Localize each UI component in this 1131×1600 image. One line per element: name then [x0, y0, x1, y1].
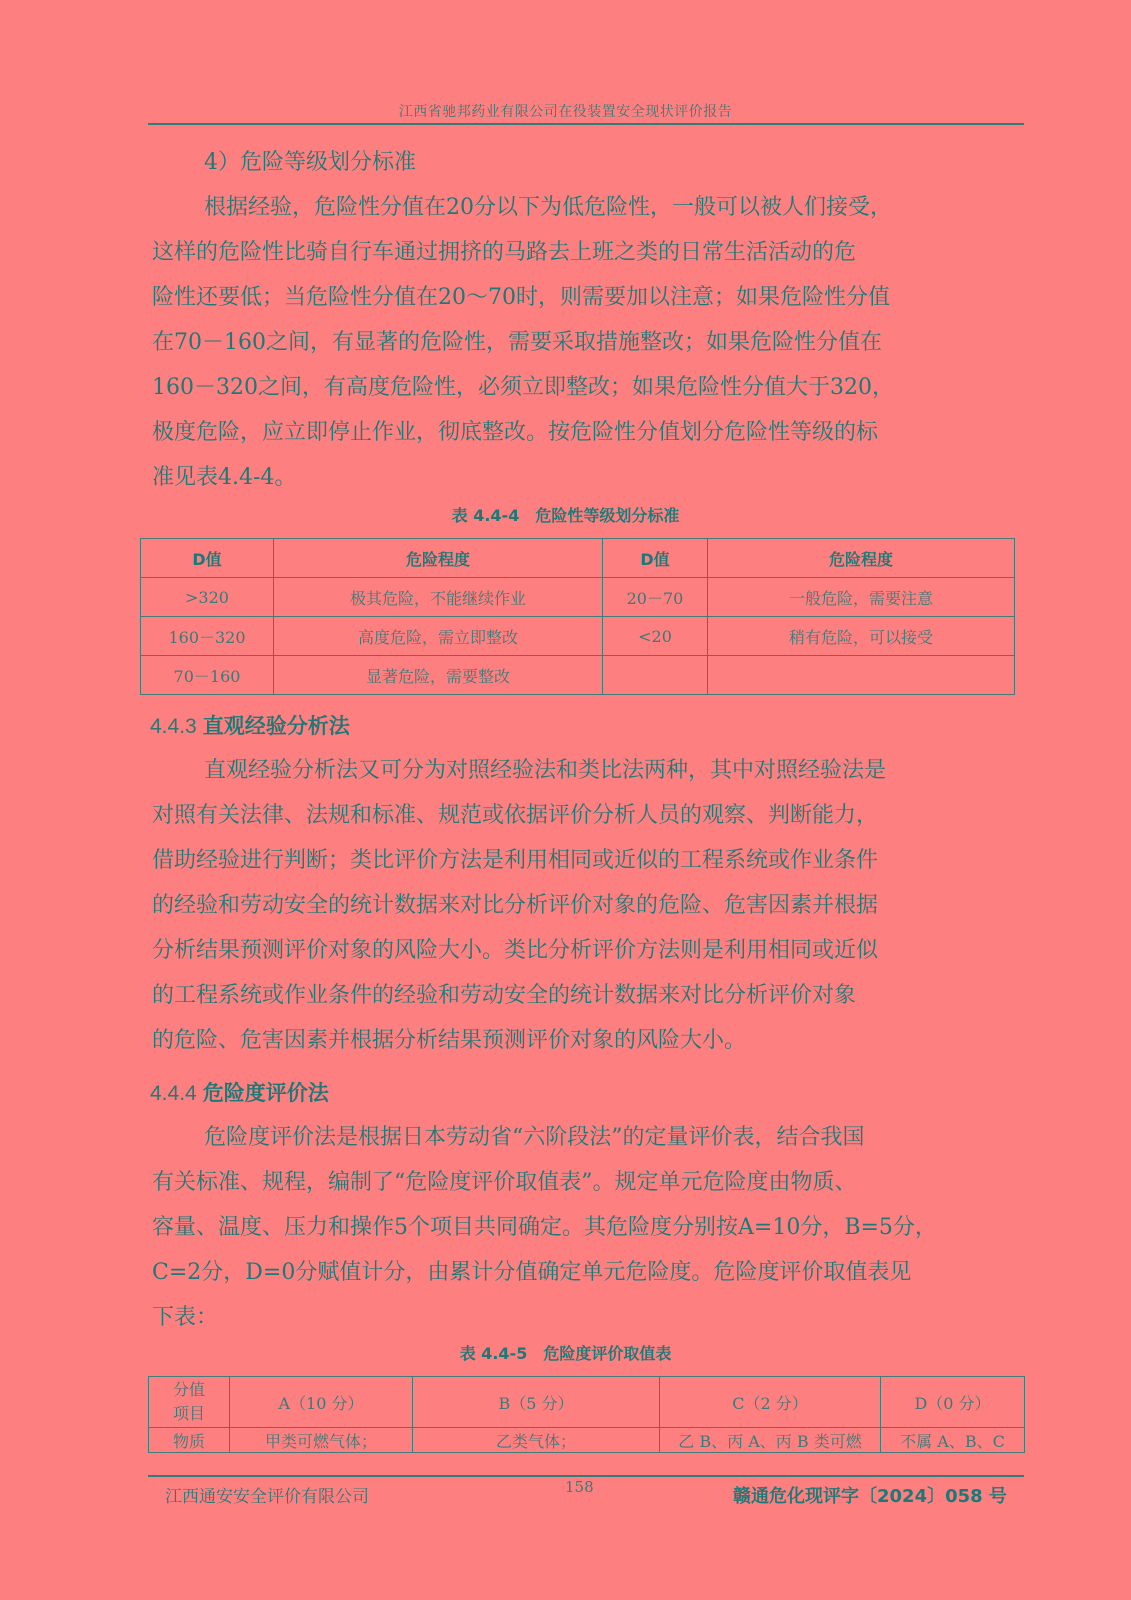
- section-number: 4.4.4: [150, 1082, 197, 1105]
- paragraph-line: 险性还要低；当危险性分值在20～70时，则需要加以注意；如果危险性分值: [152, 285, 890, 310]
- table-row: [141, 578, 1015, 617]
- section-number: 4.4.3: [150, 715, 197, 738]
- header-cell: 危险程度: [274, 539, 603, 578]
- header-cell: C（2 分）: [660, 1377, 881, 1428]
- table-cell: 显著危险，需要整改: [274, 656, 603, 695]
- page-number: 158: [565, 1478, 594, 1496]
- paragraph-line: 这样的危险性比骑自行车通过拥挤的马路去上班之类的日常生活活动的危: [152, 240, 857, 265]
- table-cell: 甲类可燃气体；: [230, 1428, 413, 1453]
- section-heading-4-4-4: [150, 1077, 329, 1107]
- table-cell: [708, 656, 1015, 695]
- table-cell: 160－320: [141, 617, 274, 656]
- header-cell: D（0 分）: [881, 1377, 1025, 1428]
- table-cell: <20: [603, 617, 708, 656]
- section-title: 直观经验分析法: [202, 714, 350, 738]
- header-cell: D值: [141, 539, 274, 578]
- paragraph-line: 在70－160之间，有显著的危险性，需要采取措施整改；如果危险性分值在: [152, 330, 882, 355]
- table-cell: 一般危险，需要注意: [708, 578, 1015, 617]
- table-cell: 稍有危险，可以接受: [708, 617, 1015, 656]
- paragraph-line: 容量、温度、压力和操作5个项目共同确定。其危险度分别按A=10分，B=5分，: [152, 1215, 937, 1240]
- paragraph-line: 有关标准、规程，编制了“危险度评价取值表”。规定单元危险度由物质、: [152, 1170, 857, 1195]
- table-cell: 70－160: [141, 656, 274, 695]
- table-caption: 表 4.4-5 危险度评价取值表: [459, 1344, 672, 1363]
- table-header-row: [149, 1377, 1025, 1428]
- table-row: [141, 656, 1015, 695]
- paragraph-line: 危险度评价法是根据日本劳动省“六阶段法”的定量评价表，结合我国: [204, 1125, 865, 1150]
- risk-scoring-table: [148, 1376, 1025, 1453]
- header-cell: B（5 分）: [413, 1377, 660, 1428]
- paragraph-line: 下表：: [152, 1305, 219, 1330]
- header-cell: 危险程度: [708, 539, 1015, 578]
- corner-top-label: 分值: [172, 1380, 205, 1399]
- table-cell: >320: [141, 578, 274, 617]
- danger-level-table: [140, 538, 1015, 695]
- running-header: 江西省驰邦药业有限公司在役装置安全现状评价报告: [398, 104, 733, 120]
- table-cell: 极其危险，不能继续作业: [274, 578, 603, 617]
- table-cell: 高度危险，需立即整改: [274, 617, 603, 656]
- corner-cell: [149, 1377, 230, 1428]
- table-caption: 表 4.4-4 危险性等级划分标准: [451, 506, 680, 525]
- paragraph-line: 直观经验分析法又可分为对照经验法和类比法两种，其中对照经验法是: [204, 758, 887, 783]
- document-number: 赣通危化现评字〔2024〕058 号: [733, 1486, 1007, 1507]
- paragraph-line: C=2分，D=0分赋值计分，由累计分值确定单元危险度。危险度评价取值表见: [152, 1260, 912, 1285]
- paragraph-line: 的危险、危害因素并根据分析结果预测评价对象的风险大小。: [152, 1028, 747, 1053]
- section-heading-4-4-3: [150, 710, 350, 740]
- table-row: [149, 1428, 1025, 1453]
- header-cell: A（10 分）: [230, 1377, 413, 1428]
- paragraph-line: 根据经验，危险性分值在20分以下为低危险性，一般可以被人们接受，: [204, 195, 892, 220]
- paragraph-line: 的工程系统或作业条件的经验和劳动安全的统计数据来对比分析评价对象: [152, 983, 857, 1008]
- table-cell: [603, 656, 708, 695]
- paragraph-line: 借助经验进行判断；类比评价方法是利用相同或近似的工程系统或作业条件: [152, 848, 879, 873]
- table-row: [141, 617, 1015, 656]
- section-title: 危险度评价法: [202, 1081, 329, 1105]
- paragraph-line: 准见表4.4-4。: [152, 465, 297, 490]
- table-cell: 物质: [149, 1428, 230, 1453]
- table-cell: 20－70: [603, 578, 708, 617]
- paragraph-line: 分析结果预测评价对象的风险大小。类比分析评价方法则是利用相同或近似: [152, 938, 879, 963]
- subheading-danger-levels: 4）危险等级划分标准: [204, 150, 416, 175]
- table-cell: 不属 A、B、C: [881, 1428, 1025, 1453]
- header-cell: D值: [603, 539, 708, 578]
- paragraph-line: 160－320之间，有高度危险性，必须立即整改；如果危险性分值大于320，: [152, 375, 894, 400]
- table-header-row: [141, 539, 1015, 578]
- footer-rule: [148, 1475, 1024, 1477]
- paragraph-line: 的经验和劳动安全的统计数据来对比分析评价对象的危险、危害因素并根据: [152, 893, 879, 918]
- footer-company: 江西通安安全评价有限公司: [165, 1487, 369, 1507]
- paragraph-line: 极度危险，应立即停止作业，彻底整改。按危险性分值划分危险性等级的标: [152, 420, 879, 445]
- table-cell: 乙类气体；: [413, 1428, 660, 1453]
- header-rule: [148, 123, 1024, 125]
- table-cell: 乙 B、丙 A、丙 B 类可燃: [660, 1428, 881, 1453]
- paragraph-line: 对照有关法律、法规和标准、规范或依据评价分析人员的观察、判断能力，: [152, 803, 879, 828]
- corner-bottom-label: 项目: [172, 1404, 205, 1423]
